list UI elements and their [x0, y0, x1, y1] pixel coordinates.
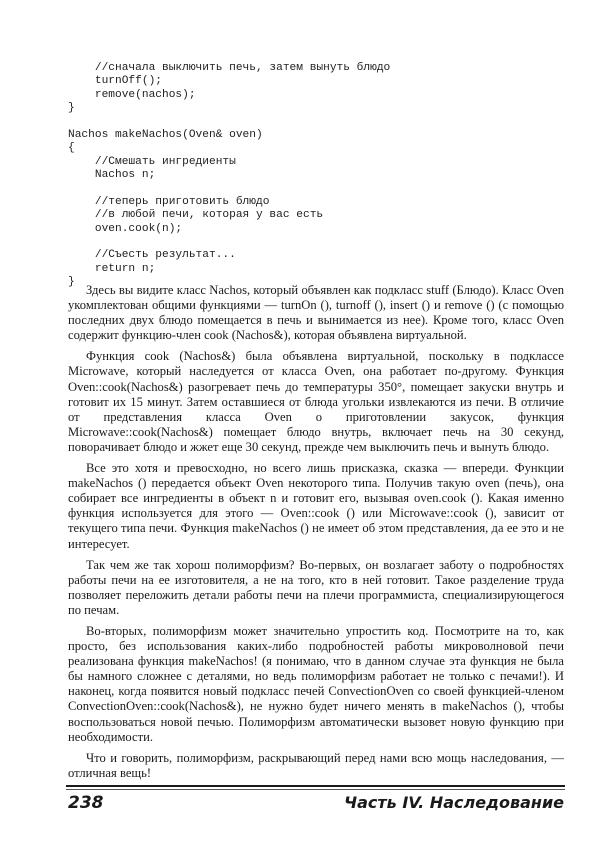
code-line-blank	[68, 116, 548, 129]
code-line: Nachos n;	[68, 169, 156, 182]
paragraph: Здесь вы видите класс Nachos, который объявлен как подкласс stuff (Блюдо). Класс Oven укомплектован общими функциями — turnOn (), turnoff (), insert () и remove () (с помощью последних двух блюдо помещается в печь и вынимается из нее). Кроме того, класс Oven содержит функцию-член cook (Nachos&), которая объявлена виртуальной.	[68, 283, 564, 343]
code-line-blank	[68, 183, 548, 196]
code-line: //Смешать ингредиенты	[68, 155, 236, 168]
code-line: //Съесть результат...	[68, 249, 236, 262]
running-head: Часть IV. Наследование	[344, 793, 564, 812]
paragraph: Что и говорить, полиморфизм, раскрывающий перед нами всю мощь наследования, — отличная вещь!	[68, 750, 564, 780]
code-line: Nachos makeNachos(Oven& oven)	[68, 128, 263, 141]
code-listing	[68, 62, 548, 290]
code-line: //в любой печи, которая у вас есть	[68, 209, 324, 222]
page-number: 238	[68, 793, 104, 813]
paragraph: Во-вторых, полиморфизм может значительно упростить код. Посмотрите на то, как просто, без использования каких-либо подробностей работы микроволновой печи реализована функция makeNachos! (я понимаю, что в данном случае эта функция не была бы намного сложнее с деталями, но ведь полиморфизм работает не только с печами!). И наконец, когда появится новый подкласс печей ConvectionOven со своей функцией-членом ConvectionOven::cook(Nachos&), не нужно будет ничего менять в makeNachos (), чтобы воспользоваться новой печью. Полиморфизм автоматически вызовет новую функцию при необходимости.	[68, 623, 564, 744]
code-line: }	[68, 276, 75, 289]
footer-rule	[66, 785, 565, 787]
code-line-blank	[68, 236, 548, 249]
code-line: {	[68, 142, 75, 155]
code-line: return n;	[68, 262, 156, 275]
code-line: turnOff();	[68, 75, 162, 88]
body-text	[68, 283, 564, 787]
code-line: oven.cook(n);	[68, 222, 183, 235]
code-line: }	[68, 102, 75, 115]
paragraph: Так чем же так хорош полиморфизм? Во-первых, он возлагает заботу о подробностях работы печи на ее изготовителя, а не на того, кто в ней готовит. Такое разделение труда позволяет переложить детали работы печи на плечи программиста, специализирующегося по печам.	[68, 557, 564, 617]
code-line: //сначала выключить печь, затем вынуть блюдо	[68, 62, 391, 74]
paragraph: Функция cook (Nachos&) была объявлена виртуальной, поскольку в подклассе Microwave, который наследуется от класса Oven, она работает по-другому. Функция Oven::cook(Nachos&) разогревает печь до температуры 350°, помещает закуски внутрь и готовит их 15 минут. Затем оставшиеся от блюда угольки извлекаются из печи. В отличие от представления класса Oven о приготовлении закусок, функция Microwave::cook(Nachos&) помещает блюдо внутрь, включает печь на 30 секунд, поворачивает блюдо и жжет еще 30 секунд, прежде чем выключить печь и вынуть блюдо.	[68, 349, 564, 454]
code-line: //теперь приготовить блюдо	[68, 195, 270, 208]
code-line: remove(nachos);	[68, 88, 196, 101]
footer-rule-thin	[66, 789, 565, 790]
paragraph: Все это хотя и превосходно, но всего лишь присказка, сказка — впереди. Функции makeNachos () передается объект Oven некоторого типа. Получив такую oven (печь), она собирает все ингредиенты в объект n и готовит его, вызывая oven.cook (). Какая именно функция используется для этого — Oven::cook () или Microwave::cook (), зависит от текущего типа печи. Функция makeNachos () не имеет об этом представления, да ее это и не интересует.	[68, 461, 564, 551]
